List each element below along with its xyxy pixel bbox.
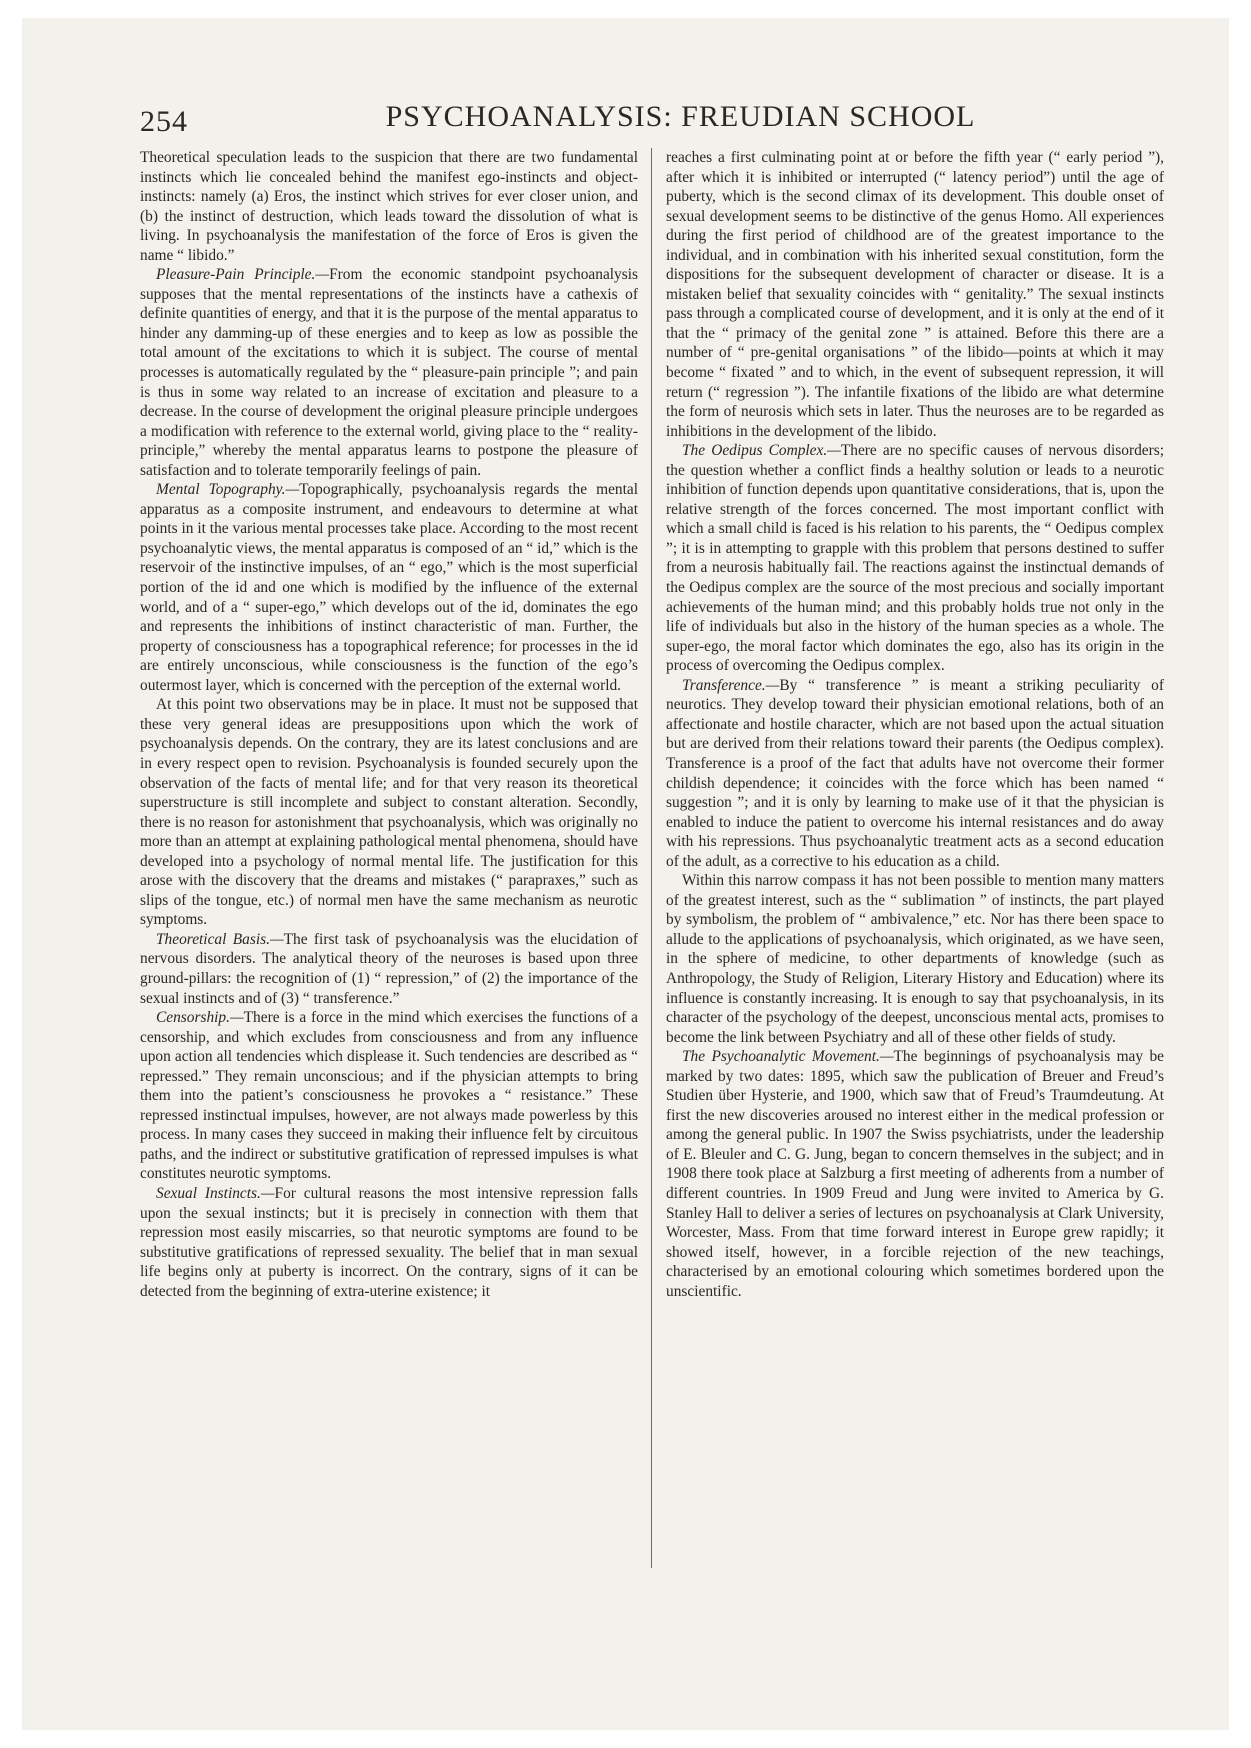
section-heading: Mental Topography.— [156, 481, 300, 499]
section-heading: Pleasure-Pain Principle.— [156, 266, 330, 284]
paragraph-text: By “ transference ” is meant a striking peculiarity of neurotics. They develop toward their physician emotional relations, both of an affectionate and hostile character, which are not based upon the actual situation but are derived from their relations toward their parents (the Oedipus complex). Transference is a proof of the fact that adults have not overcome their former childish dependence; it coincides with the force which has been named “ suggestion ”; and it is only by learning to make use of it that the physician is enabled to induce the patient to overcome his internal resistances and do away with his repressions. Thus psychoanalytic treatment acts as a second education of the adult, as a corrective to his education as a child. [666, 676, 1164, 870]
paragraph [140, 1184, 638, 1301]
paragraph-text: The beginnings of psychoanalysis may be marked by two dates: 1895, which saw the publication of Breuer and Freud’s Studien über Hysterie, and 1900, which saw that of Freud’s Traumdeutung. At first the new discoveries aroused no interest either in the medical profession or among the general public. In 1907 the Swiss psychiatrists, under the leadership of E. Bleuler and C. G. Jung, began to concern themselves in the subject; and in 1908 there took place at Salzburg a first meeting of adherents from a number of different countries. In 1909 Freud and Jung were invited to America by G. Stanley Hall to deliver a series of lectures on psychoanalysis at Clark University, Worcester, Mass. From that time forward interest in Europe grew rapidly; it showed itself, however, in a forcible rejection of the new teachings, characterised by an emotional colouring which sometimes bordered upon the unscientific. [666, 1048, 1164, 1300]
column-gutter [638, 148, 666, 1640]
right-column [666, 148, 1164, 1568]
paragraph [666, 441, 1164, 676]
paragraph [140, 1008, 638, 1184]
paragraph [140, 695, 638, 930]
left-column [140, 148, 638, 1568]
paragraph-text: Theoretical speculation leads to the suspicion that there are two fundamental instincts which lie concealed behind the manifest ego-instincts and object-instincts: namely (a) Eros, the instinct which strives for ever closer union, and (b) the instinct of destruction, which leads toward the dissolution of what is living. In psychoanalysis the manifestation of the force of Eros is given the name “ libido.” [140, 149, 638, 264]
paragraph [140, 148, 638, 265]
scanned-page [22, 18, 1229, 1730]
paragraph-text: reaches a first culminating point at or before the fifth year (“ early period ”), after which it is inhibited or interrupted (“ latency period”) until the age of puberty, which is the second climax of its development. This double onset of sexual development seems to be distinctive of the genus Homo. All experiences during the first period of childhood are of the greatest importance to the individual, and in combination with his inherited sexual constitution, form the dispositions for the subsequent development of character or disease. It is a mistaken belief that sexuality coincides with “ genitality.” The sexual instincts pass through a complicated course of development, and it is only at the end of it that the “ primacy of the genital zone ” is attained. Before this there are a number of “ pre-genital organisations ” of the libido—points at which it may become “ fixated ” and to which, in the event of subsequent repression, it will return (“ regression ”). The infantile fixations of the libido are what determine the form of neurosis which sets in later. Thus the neuroses are to be regarded as inhibitions in the development of the libido. [666, 149, 1164, 440]
paragraph-text: From the economic standpoint psychoanalysis supposes that the mental representations of the instincts have a cathexis of definite quantities of energy, and that it is the purpose of the mental apparatus to hinder any damming-up of these energies and to keep as low as possible the total amount of the excitations to which it is subject. The course of mental processes is automatically regulated by the “ pleasure-pain principle ”; and pain is thus in some way related to an increase of excitation and pleasure to a decrease. In the course of development the original pleasure principle undergoes a modification with reference to the external world, giving place to the “ reality-principle,” whereby the mental apparatus learns to postpone the pleasure of satisfaction and to tolerate temporarily feelings of pain. [140, 266, 638, 479]
body-columns [140, 148, 1165, 1640]
page-number: 254 [140, 105, 188, 138]
paragraph [140, 930, 638, 1008]
section-heading: Theoretical Basis.— [156, 930, 284, 948]
running-head: PSYCHOANALYSIS: FREUDIAN SCHOOL [385, 100, 976, 133]
paragraph [666, 1047, 1164, 1301]
paragraph [666, 148, 1164, 441]
paragraph-text: The first task of psychoanalysis was the elucidation of nervous disorders. The analytical theory of the neuroses is based upon three ground-pillars: the recognition of (1) “ repression,” of (2) the importance of the sexual instincts and of (3) “ transference.” [140, 930, 638, 1007]
column-divider [651, 148, 652, 1568]
paragraph [666, 676, 1164, 871]
section-heading: The Psychoanalytic Movement.— [682, 1048, 894, 1066]
paragraph-text: Within this narrow compass it has not been possible to mention many matters of the greatest interest, such as the “ sublimation ” of instincts, the part played by symbolism, the problem of “ ambivalence,” etc. Nor has there been space to allude to the applications of psychoanalysis, which originated, as we have seen, in the sphere of medicine, to other departments of knowledge (such as Anthropology, the Study of Religion, Literary History and Education) where its influence is constantly increasing. It is enough to say that psychoanalysis, in its character of the psychology of the deepest, unconscious mental acts, promises to become the link between Psychiatry and all of these other fields of study. [666, 872, 1164, 1046]
section-heading: Transference.— [682, 676, 780, 694]
section-heading: Censorship.— [156, 1009, 244, 1027]
paragraph-text: There are no specific causes of nervous disorders; the question whether a conflict finds a healthy solution or leads to a neurotic inhibition of function depends upon quantitative considerations, that is, upon the relative strength of the forces concerned. The most important conflict with which a small child is faced is his relation to his parents, the “ Oedipus complex ”; it is in attempting to grapple with this problem that persons destined to suffer from a neurosis habitually fail. The reactions against the instinctual demands of the Oedipus complex are the source of the most precious and socially important achievements of the human mind; and this probably holds true not only in the life of individuals but also in the history of the human species as a whole. The super-ego, the moral factor which dominates the ego, also has its origin in the process of overcoming the Oedipus complex. [666, 442, 1164, 675]
paragraph-text: Topographically, psychoanalysis regards the mental apparatus as a composite instrument, and endeavours to determine at what points in it the various mental processes take place. According to the most recent psychoanalytic views, the mental apparatus is composed of an “ id,” which is the reservoir of the instinctive impulses, of an “ ego,” which is the most superficial portion of the id and one which is modified by the influence of the external world, and of a “ super-ego,” which develops out of the id, dominates the ego and represents the inhibitions of instinct characteristic of man. Further, the property of consciousness has a topographical reference; for processes in the id are entirely unconscious, while consciousness is the function of the ego’s outermost layer, which is concerned with the perception of the external world. [140, 481, 638, 694]
paragraph-text: At this point two observations may be in place. It must not be supposed that these very general ideas are presuppositions upon which the work of psychoanalysis depends. On the contrary, they are its latest conclusions and are in every respect open to revision. Psychoanalysis is founded securely upon the observation of the facts of mental life; and for that very reason its theoretical superstructure is still incomplete and subject to constant alteration. Secondly, there is no reason for astonishment that psychoanalysis, which was originally no more than an attempt at explaining pathological mental phenomena, should have developed into a psychology of normal mental life. The justification for this arose with the discovery that the dreams and mistakes (“ parapraxes,” such as slips of the tongue, etc.) of normal men have the same mechanism as neurotic symptoms. [140, 696, 638, 929]
encyclopedia-page [140, 100, 1165, 1640]
paragraph [140, 480, 638, 695]
page-header [140, 100, 1165, 150]
paragraph [666, 871, 1164, 1047]
section-heading: Sexual Instincts.— [156, 1184, 275, 1202]
paragraph [140, 265, 638, 480]
section-heading: The Oedipus Complex.— [682, 442, 841, 460]
paragraph-text: There is a force in the mind which exercises the functions of a censorship, and which excludes from consciousness and from any influence upon action all tendencies which displease it. Such tendencies are described as “ repressed.” They remain unconscious; and if the physician attempts to bring them into the patient’s consciousness he provokes a “ resistance.” These repressed instinctual impulses, however, are not always made powerless by this process. In many cases they succeed in making their influence felt by circuitous paths, and the indirect or substitutive gratification of repressed impulses is what constitutes neurotic symptoms. [140, 1009, 638, 1183]
paragraph-text: For cultural reasons the most intensive repression falls upon the sexual instincts; but it is precisely in connection with them that repression most easily miscarries, so that neurotic symptoms are found to be substitutive gratifications of repressed sexuality. The belief that in man sexual life begins only at puberty is incorrect. On the contrary, signs of it can be detected from the beginning of extra-uterine existence; it [140, 1184, 638, 1300]
